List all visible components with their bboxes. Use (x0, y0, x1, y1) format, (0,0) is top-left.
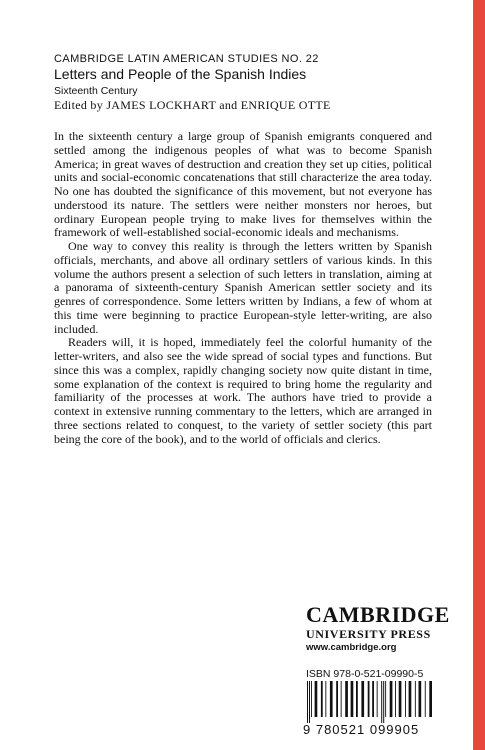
barcode-bar (307, 681, 308, 723)
barcode-bar (419, 681, 422, 717)
barcode-bar (351, 681, 354, 717)
barcode-bar (345, 681, 348, 717)
blurb-paragraph-2: One way to convey this reality is through the letters written by Spanish officials, merchants, and above all ordinary settlers of various kinds. In this volume the authors present a selection of such letters in translation, aiming at a panorama of sixteenth-century Spanish American settler society and its genres of correspondence. Some letters written by Indians, a few of whom at this time were beginning to practice European-style letter-writing, are also included. (54, 239, 432, 336)
barcode-bar (385, 681, 386, 717)
publisher-logo-name: CAMBRIDGE (306, 602, 450, 627)
book-title: Letters and People of the Spanish Indies (54, 66, 307, 82)
editors-line: Edited by JAMES LOCKHART and ENRIQUE OTTE (54, 98, 331, 112)
spine-stripe (473, 0, 485, 750)
barcode-bar (415, 681, 416, 717)
barcode-bar (405, 681, 406, 717)
blurb-paragraph-3: Readers will, it is hoped, immediately feel the colorful humanity of the letter-writers, and also see the wide spread of social types and functions. But since this was a complex, rapidly changing society now quite distant in time, some explanation of the context is required to bring home the regularity and familiarity of the processes at work. The authors have tried to provide a context in extensive running commentary to the letters, which are arranged in three sections related to conquest, to the variety of settler society (this part being the core of the book), and to the world of officials and clerics. (54, 335, 432, 446)
book-subtitle: Sixteenth Century (54, 85, 138, 97)
barcode-bar (330, 681, 333, 717)
barcode-bar (377, 681, 378, 717)
barcode-bar (429, 681, 432, 717)
barcode-bar (325, 681, 326, 717)
barcode-bars (303, 681, 438, 723)
isbn-text: ISBN 978-0-521-09990-5 (306, 668, 424, 680)
series-line: CAMBRIDGE LATIN AMERICAN STUDIES NO. 22 (54, 53, 319, 65)
barcode-bar (409, 681, 412, 717)
barcode-bar (383, 681, 384, 723)
blurb (54, 130, 432, 446)
barcode-digits: 9 780521 099905 (303, 722, 420, 737)
barcode-bar (311, 681, 312, 717)
barcode-bar (425, 681, 426, 717)
barcode-bar (356, 681, 358, 717)
barcode-bar (321, 681, 323, 717)
barcode-bar (381, 681, 382, 723)
barcode-bar (336, 681, 338, 717)
barcode-bar (315, 681, 318, 717)
barcode-bar (372, 681, 374, 717)
barcode-bar (368, 681, 370, 717)
barcode-bar (341, 681, 342, 717)
barcode-bar (399, 681, 402, 717)
publisher-logo-press: UNIVERSITY PRESS (306, 627, 431, 641)
barcode-bar (395, 681, 396, 717)
blurb-paragraph-1: In the sixteenth century a large group of Spanish emigrants conquered and settled among the indigenous peoples of what was to become Spanish America; in great waves of destruction and creation they set up cities, political units and social-economic concatenations that still characterize the area today. No one has doubted the significance of this movement, but not everyone has understood its nature. The settlers were neither monsters nor heroes, but ordinary European people trying to make lives for themselves within the framework of well-established social-economic ideals and mechanisms. (54, 129, 432, 240)
publisher-url: www.cambridge.org (306, 642, 397, 653)
barcode-bar (390, 681, 393, 717)
barcode-bar (309, 681, 310, 723)
barcode-bar (361, 681, 364, 717)
